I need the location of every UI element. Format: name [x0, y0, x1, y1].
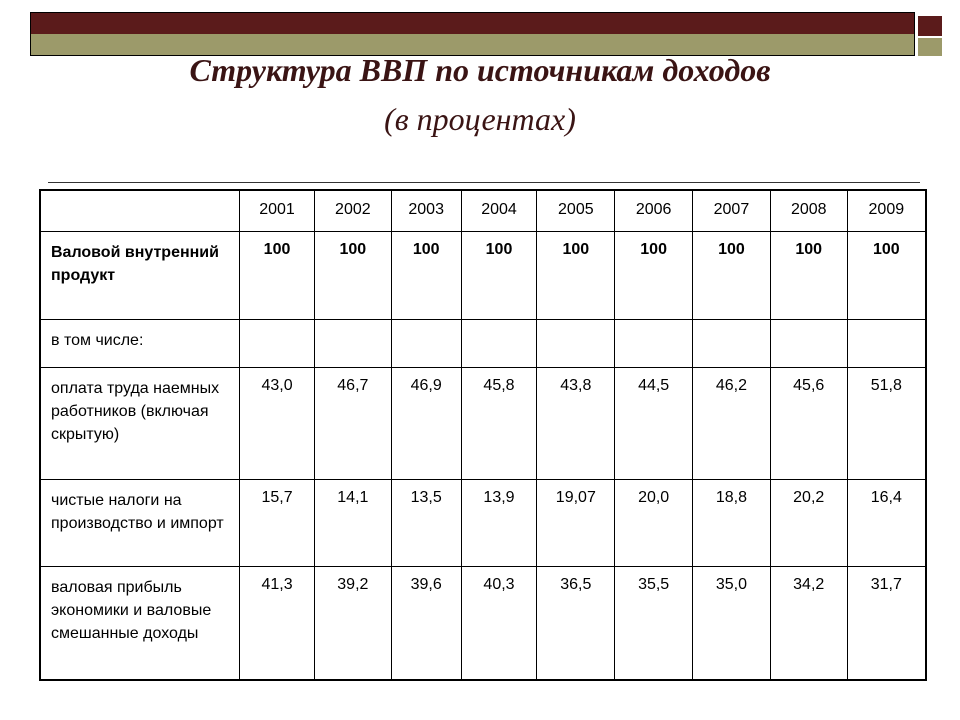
slide-subtitle: (в процентах)	[384, 101, 576, 137]
year-header: 2008	[770, 190, 847, 232]
table-cell	[693, 320, 771, 368]
table-cell: 51,8	[847, 368, 926, 480]
table-cell: 100	[314, 232, 391, 320]
row-label: чистые налоги на производство и импорт	[40, 480, 240, 567]
table-header-row	[40, 190, 926, 232]
table-cell: 45,8	[461, 368, 537, 480]
table-cell: 39,6	[391, 567, 461, 680]
table-cell: 40,3	[461, 567, 537, 680]
year-header: 2006	[615, 190, 693, 232]
table-cell: 100	[240, 232, 315, 320]
table-cell: 39,2	[314, 567, 391, 680]
slide-title: Структура ВВП по источникам доходов	[189, 52, 771, 88]
row-label: Валовой внутренний продукт	[40, 232, 240, 320]
table-cell: 31,7	[847, 567, 926, 680]
table-cell: 100	[693, 232, 771, 320]
corner-square-dark	[918, 16, 942, 36]
year-header: 2009	[847, 190, 926, 232]
table-cell: 35,5	[615, 567, 693, 680]
table-cell: 100	[391, 232, 461, 320]
table-cell: 14,1	[314, 480, 391, 567]
table-cell: 100	[537, 232, 615, 320]
table-cell: 13,9	[461, 480, 537, 567]
table-cell	[537, 320, 615, 368]
table-cell: 13,5	[391, 480, 461, 567]
table-cell: 15,7	[240, 480, 315, 567]
gdp-structure-table	[39, 189, 927, 681]
year-header: 2007	[693, 190, 771, 232]
table-cell: 44,5	[615, 368, 693, 480]
table-cell: 46,7	[314, 368, 391, 480]
table-cell: 16,4	[847, 480, 926, 567]
year-header: 2005	[537, 190, 615, 232]
table-cell	[847, 320, 926, 368]
row-label: в том числе:	[40, 320, 240, 368]
table-row	[40, 567, 926, 680]
table-cell: 46,2	[693, 368, 771, 480]
table-cell: 43,0	[240, 368, 315, 480]
table-cell: 34,2	[770, 567, 847, 680]
table-cell: 100	[770, 232, 847, 320]
row-label: оплата труда наемных работников (включая скрытую)	[40, 368, 240, 480]
divider-line	[48, 182, 920, 183]
table-cell: 35,0	[693, 567, 771, 680]
table-cell: 43,8	[537, 368, 615, 480]
table-row	[40, 480, 926, 567]
year-header: 2003	[391, 190, 461, 232]
table-cell: 45,6	[770, 368, 847, 480]
year-header: 2001	[240, 190, 315, 232]
table-cell: 19,07	[537, 480, 615, 567]
table-cell	[461, 320, 537, 368]
table-cell	[314, 320, 391, 368]
table-cell: 36,5	[537, 567, 615, 680]
table-row	[40, 320, 926, 368]
table-row	[40, 232, 926, 320]
table-cell: 46,9	[391, 368, 461, 480]
table-cell	[615, 320, 693, 368]
header-corner-cell	[40, 190, 240, 232]
header-bar-dark	[30, 12, 915, 34]
table-cell: 100	[615, 232, 693, 320]
table-cell	[770, 320, 847, 368]
table-cell: 20,0	[615, 480, 693, 567]
table-cell: 20,2	[770, 480, 847, 567]
table-cell: 100	[461, 232, 537, 320]
year-header: 2004	[461, 190, 537, 232]
table-cell	[391, 320, 461, 368]
table-cell: 18,8	[693, 480, 771, 567]
table-row	[40, 368, 926, 480]
table-cell: 41,3	[240, 567, 315, 680]
year-header: 2002	[314, 190, 391, 232]
table-cell: 100	[847, 232, 926, 320]
row-label: валовая прибыль экономики и валовые смешанные доходы	[40, 567, 240, 680]
table-cell	[240, 320, 315, 368]
